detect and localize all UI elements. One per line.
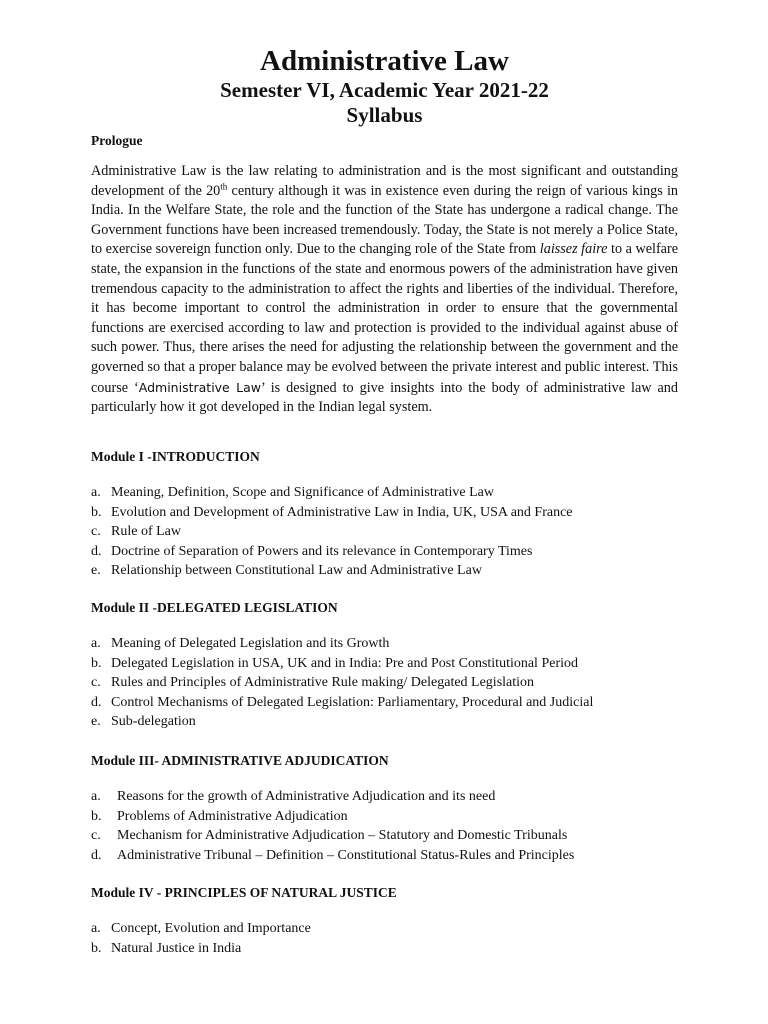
module-3 [91, 752, 678, 865]
item-text: Problems of Administrative Adjudication [117, 808, 348, 824]
item-letter: b. [91, 940, 102, 956]
list-item [91, 939, 678, 959]
item-text: Doctrine of Separation of Powers and its relevance in Contemporary Times [111, 543, 533, 559]
list-item [91, 712, 678, 732]
item-text: Rules and Principles of Administrative Rule making/ Delegated Legislation [111, 675, 535, 690]
list-item [91, 693, 678, 713]
module-item-list [91, 483, 678, 581]
item-text: Meaning of Delegated Legislation and its Growth [111, 636, 390, 651]
prologue-text-4: ’ is designed to give insights into the body of administrative law and particularly how it got developed in the Indian legal system. [91, 379, 678, 416]
item-text: Evolution and Development of Administrative Law in India, UK, USA and France [111, 504, 573, 520]
item-letter: d. [91, 847, 102, 863]
syllabus-label: Syllabus [346, 103, 423, 127]
list-item [91, 522, 678, 542]
item-text: Control Mechanisms of Delegated Legislation: Parliamentary, Procedural and Judicial [111, 694, 594, 710]
item-letter: b. [91, 808, 102, 824]
list-item [91, 654, 678, 674]
item-text: Natural Justice in India [111, 940, 242, 956]
item-text: Meaning, Definition, Scope and Significance of Administrative Law [111, 485, 494, 500]
item-text: Mechanism for Administrative Adjudication – Statutory and Domestic Tribunals [117, 828, 568, 843]
module-heading: Module I -INTRODUCTION [91, 449, 260, 464]
item-letter: a. [91, 485, 101, 500]
list-item [91, 561, 678, 581]
list-item [91, 542, 678, 562]
item-letter: c. [91, 524, 101, 539]
list-item [91, 503, 678, 523]
list-item [91, 846, 678, 866]
list-item [91, 787, 678, 807]
module-heading: Module II -DELEGATED LEGISLATION [91, 600, 338, 615]
item-letter: c. [91, 675, 101, 690]
item-letter: a. [91, 921, 101, 936]
item-letter: e. [91, 563, 101, 578]
list-item [91, 634, 678, 654]
module-1 [91, 448, 678, 581]
prologue-italic-term: laissez faire [539, 241, 608, 258]
item-letter: e. [91, 714, 101, 729]
item-letter: d. [91, 694, 102, 710]
prologue-superscript: th [220, 180, 228, 191]
module-2 [91, 599, 678, 732]
document-title: Administrative Law [260, 45, 509, 77]
list-item [91, 673, 678, 693]
module-heading: Module III- ADMINISTRATIVE ADJUDICATION [91, 753, 389, 768]
item-text: Concept, Evolution and Importance [111, 921, 311, 936]
item-text: Delegated Legislation in USA, UK and in India: Pre and Post Constitutional Period [111, 655, 578, 671]
module-item-list [91, 919, 678, 958]
item-text: Rule of Law [111, 524, 181, 539]
item-text: Relationship between Constitutional Law and Administrative Law [111, 563, 482, 578]
item-text: Reasons for the growth of Administrative Adjudication and its need [117, 789, 496, 804]
list-item [91, 483, 678, 503]
item-letter: a. [91, 636, 101, 651]
item-letter: b. [91, 504, 102, 520]
prologue-text-2: century although it was in existence even during the reign of various kings in India. In the Welfare State, the role and the function of the State has undergone a radical change. The Government functions have been increased tremendously. Today, the State is not merely a Police State, to exercise sovereign function only. Due to the changing role of the State from [91, 182, 678, 258]
module-item-list [91, 787, 678, 865]
item-text: Sub-delegation [111, 714, 196, 729]
module-4 [91, 884, 678, 958]
item-letter: a. [91, 789, 101, 804]
prologue-paragraph [91, 162, 678, 418]
prologue-text-3: to a welfare state, the expansion in the functions of the state and enormous powers of the administration have given tremendous capacity to the administration to affect the rights and liberties of the individual. Therefore, it has become important to control the administration in order to ensure that the governmental functions are exercised according to law and protection is provided to the individual against abuse of such power. Thus, there arises the need for adjusting the relationship between the government and the governed so that a proper balance may be evolved between the private interest and public interest. This course ‘ [91, 241, 678, 396]
item-letter: c. [91, 828, 101, 843]
list-item [91, 919, 678, 939]
item-text: Administrative Tribunal – Definition – Constitutional Status-Rules and Principles [117, 847, 575, 863]
list-item [91, 807, 678, 827]
item-letter: b. [91, 655, 102, 671]
module-item-list [91, 634, 678, 732]
document-subtitle: Semester VI, Academic Year 2021-22 [220, 78, 549, 102]
prologue-course-name: Administrative Law [138, 379, 262, 395]
item-letter: d. [91, 543, 102, 559]
prologue-text-1: Administrative Law is the law relating to administration and is the most significant and outstanding development of the 20 [91, 163, 678, 199]
list-item [91, 826, 678, 846]
module-heading: Module IV - PRINCIPLES OF NATURAL JUSTICE [91, 885, 397, 900]
prologue-heading: Prologue [91, 133, 143, 148]
